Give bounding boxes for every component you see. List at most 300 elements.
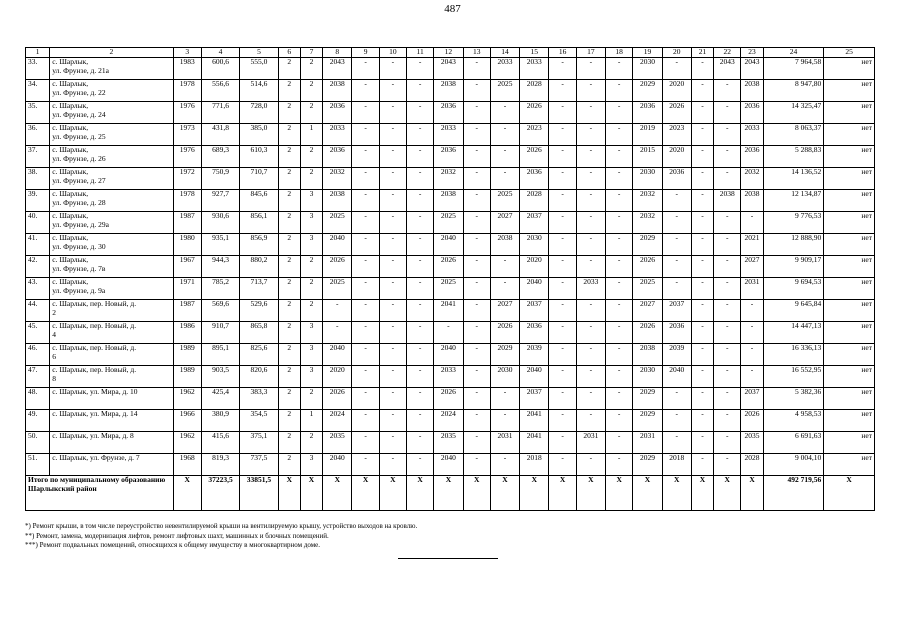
address-cell: с. Шарлык, пер. Новый, д. 2 <box>50 300 173 322</box>
table-cell: - <box>576 322 605 344</box>
table-cell: 2037 <box>520 212 549 234</box>
column-number: 15 <box>520 48 549 58</box>
table-cell: 2025 <box>434 212 463 234</box>
cost-cell: 5 288,83 <box>763 146 824 168</box>
cost-cell: 16 336,13 <box>763 344 824 366</box>
cost-cell: 14 447,13 <box>763 322 824 344</box>
column-number: 14 <box>490 48 519 58</box>
table-cell: 2038 <box>323 190 352 212</box>
table-cell: - <box>691 388 713 410</box>
table-cell: - <box>352 366 379 388</box>
table-cell: - <box>549 58 576 80</box>
table-cell: - <box>352 344 379 366</box>
table-cell: - <box>662 58 691 80</box>
cost-cell: 8 063,37 <box>763 124 824 146</box>
total-cell: X <box>824 476 875 511</box>
table-cell: - <box>691 410 713 432</box>
table-cell: 2 <box>300 102 322 124</box>
table-cell: - <box>714 344 741 366</box>
table-cell: 2037 <box>741 388 763 410</box>
table-cell: - <box>352 190 379 212</box>
total-cell: 37223,5 <box>201 476 239 511</box>
table-row <box>26 58 875 80</box>
table-row <box>26 212 875 234</box>
column-number: 19 <box>633 48 662 58</box>
table-cell: 2 <box>300 256 322 278</box>
table-cell: 2025 <box>490 80 519 102</box>
table-cell: 2027 <box>741 256 763 278</box>
address-cell: с. Шарлык, пер. Новый, д. 6 <box>50 344 173 366</box>
address-cell: с. Шарлык, ул. Фрунзе, д. 29а <box>50 212 173 234</box>
table-cell: 2 <box>278 190 300 212</box>
total-cell: X <box>490 476 519 511</box>
table-row <box>26 256 875 278</box>
table-cell: 2 <box>278 124 300 146</box>
table-cell: 514,6 <box>240 80 278 102</box>
table-cell: 1978 <box>173 80 201 102</box>
table-cell: - <box>606 454 633 476</box>
table-cell: - <box>406 124 433 146</box>
table-cell: 2036 <box>662 322 691 344</box>
table-cell: - <box>352 256 379 278</box>
table-cell: 2037 <box>520 300 549 322</box>
table-cell: 3 <box>300 234 322 256</box>
column-number: 7 <box>300 48 322 58</box>
table-cell: - <box>691 256 713 278</box>
table-cell: 2 <box>300 58 322 80</box>
address-cell: с. Шарлык, ул. Мира, д. 8 <box>50 432 173 454</box>
total-cell: X <box>633 476 662 511</box>
table-cell: - <box>691 146 713 168</box>
table-cell: - <box>714 432 741 454</box>
cost-cell: 5 382,36 <box>763 388 824 410</box>
table-cell: - <box>352 234 379 256</box>
table-cell: 1973 <box>173 124 201 146</box>
total-cell: X <box>406 476 433 511</box>
table-cell: 2 <box>300 278 322 300</box>
table-row <box>26 146 875 168</box>
table-cell: 2030 <box>520 234 549 256</box>
table-row <box>26 454 875 476</box>
flag-cell: нет <box>824 80 875 102</box>
total-label: Итого по муниципальному образованию Шарлыкский район <box>26 476 174 511</box>
table-cell: - <box>691 344 713 366</box>
table-cell: - <box>576 168 605 190</box>
table-cell: 728,0 <box>240 102 278 124</box>
row-number: 33. <box>26 58 50 80</box>
table-cell: 2 <box>278 256 300 278</box>
table-cell: - <box>606 410 633 432</box>
table-cell: - <box>463 102 490 124</box>
table-cell: - <box>741 366 763 388</box>
table-cell: - <box>662 388 691 410</box>
table-cell: 2024 <box>323 410 352 432</box>
table-cell: - <box>352 80 379 102</box>
table-cell: 910,7 <box>201 322 239 344</box>
total-row <box>26 476 875 511</box>
table-cell: - <box>606 234 633 256</box>
address-cell: с. Шарлык, ул. Фрунзе, д. 7в <box>50 256 173 278</box>
table-cell: 2 <box>278 432 300 454</box>
table-cell: - <box>714 454 741 476</box>
table-cell: - <box>379 300 406 322</box>
table-cell: - <box>549 190 576 212</box>
table-cell: 375,1 <box>240 432 278 454</box>
table-cell: - <box>463 388 490 410</box>
table-cell: 2026 <box>490 322 519 344</box>
table-cell: - <box>741 344 763 366</box>
table-cell: 1986 <box>173 322 201 344</box>
table-cell: 2 <box>278 80 300 102</box>
table-cell: - <box>576 256 605 278</box>
table-cell: - <box>576 212 605 234</box>
table-cell: 2020 <box>520 256 549 278</box>
flag-cell: нет <box>824 366 875 388</box>
row-number: 48. <box>26 388 50 410</box>
cost-cell: 9 004,10 <box>763 454 824 476</box>
address-cell: с. Шарлык, пер. Новый, д. 4 <box>50 322 173 344</box>
table-cell: 2040 <box>434 344 463 366</box>
table-cell: 2 <box>300 388 322 410</box>
table-cell: - <box>434 322 463 344</box>
table-cell: 3 <box>300 212 322 234</box>
column-number: 8 <box>323 48 352 58</box>
table-cell: 555,0 <box>240 58 278 80</box>
table-cell: 2036 <box>323 102 352 124</box>
table-row <box>26 168 875 190</box>
table-cell: - <box>606 278 633 300</box>
table-cell: - <box>549 102 576 124</box>
table-cell: 2036 <box>662 168 691 190</box>
column-number: 3 <box>173 48 201 58</box>
table-cell: 600,6 <box>201 58 239 80</box>
table-cell: - <box>379 410 406 432</box>
table-cell: 431,8 <box>201 124 239 146</box>
table-cell: 2036 <box>741 146 763 168</box>
table-cell: - <box>576 300 605 322</box>
table-cell: - <box>549 168 576 190</box>
row-number: 44. <box>26 300 50 322</box>
table-cell: 2 <box>278 234 300 256</box>
table-cell: 380,9 <box>201 410 239 432</box>
table-cell: - <box>352 322 379 344</box>
table-cell: 2024 <box>434 410 463 432</box>
table-cell: 785,2 <box>201 278 239 300</box>
table-cell: - <box>406 80 433 102</box>
address-cell: с. Шарлык, ул. Фрунзе, д. 9а <box>50 278 173 300</box>
table-row <box>26 410 875 432</box>
table-cell: - <box>379 454 406 476</box>
table-cell: - <box>606 102 633 124</box>
address-cell: с. Шарлык, ул. Фрунзе, д. 25 <box>50 124 173 146</box>
column-number: 23 <box>741 48 763 58</box>
table-cell: 2043 <box>434 58 463 80</box>
table-row <box>26 190 875 212</box>
table-cell: - <box>490 102 519 124</box>
table-cell: 2025 <box>490 190 519 212</box>
table-cell: 1987 <box>173 300 201 322</box>
repair-schedule-table <box>25 47 875 511</box>
table-cell: 2030 <box>633 58 662 80</box>
closing-rule <box>398 558 498 559</box>
table-cell: 2023 <box>662 124 691 146</box>
table-row <box>26 366 875 388</box>
table-cell: 2032 <box>434 168 463 190</box>
table-row <box>26 388 875 410</box>
table-cell: 2036 <box>520 322 549 344</box>
address-cell: с. Шарлык, ул. Фрунзе, д. 24 <box>50 102 173 124</box>
table-cell: - <box>406 300 433 322</box>
table-cell: - <box>323 300 352 322</box>
table-cell: 1966 <box>173 410 201 432</box>
table-cell: 2020 <box>662 146 691 168</box>
address-cell: с. Шарлык, ул. Фрунзе, д. 30 <box>50 234 173 256</box>
table-cell: - <box>352 432 379 454</box>
table-cell: - <box>463 146 490 168</box>
column-number: 12 <box>434 48 463 58</box>
table-cell: 1978 <box>173 190 201 212</box>
table-cell: 2018 <box>520 454 549 476</box>
table-cell: 2038 <box>434 190 463 212</box>
table-cell: 750,9 <box>201 168 239 190</box>
row-number: 43. <box>26 278 50 300</box>
row-number: 39. <box>26 190 50 212</box>
table-cell: 2029 <box>490 344 519 366</box>
table-cell: 2037 <box>662 300 691 322</box>
table-cell: 2036 <box>323 146 352 168</box>
table-cell: 771,6 <box>201 102 239 124</box>
table-cell: 2041 <box>434 300 463 322</box>
column-number: 13 <box>463 48 490 58</box>
table-cell: 880,2 <box>240 256 278 278</box>
table-cell: - <box>406 366 433 388</box>
flag-cell: нет <box>824 256 875 278</box>
table-cell: - <box>714 124 741 146</box>
table-cell: 2043 <box>323 58 352 80</box>
table-cell: 1989 <box>173 344 201 366</box>
table-cell: - <box>406 322 433 344</box>
table-cell: - <box>549 300 576 322</box>
table-cell: - <box>379 366 406 388</box>
table-cell: 2036 <box>434 102 463 124</box>
table-cell: 2029 <box>633 454 662 476</box>
column-number: 6 <box>278 48 300 58</box>
cost-cell: 9 645,84 <box>763 300 824 322</box>
row-number: 42. <box>26 256 50 278</box>
flag-cell: нет <box>824 124 875 146</box>
table-cell: - <box>490 168 519 190</box>
table-cell: 856,9 <box>240 234 278 256</box>
table-cell: 2027 <box>490 212 519 234</box>
table-cell: 2031 <box>633 432 662 454</box>
table-cell: - <box>463 212 490 234</box>
table-cell: 2029 <box>633 388 662 410</box>
total-cell: X <box>520 476 549 511</box>
table-cell: 2029 <box>633 234 662 256</box>
table-cell: - <box>379 322 406 344</box>
table-cell: 2 <box>278 454 300 476</box>
column-number: 25 <box>824 48 875 58</box>
total-cell: X <box>606 476 633 511</box>
table-cell: - <box>662 256 691 278</box>
table-cell: 2033 <box>741 124 763 146</box>
table-cell: - <box>714 410 741 432</box>
table-cell: 2041 <box>520 410 549 432</box>
table-cell: 2019 <box>633 124 662 146</box>
table-cell: - <box>352 454 379 476</box>
table-cell: - <box>576 146 605 168</box>
table-cell: 2030 <box>633 366 662 388</box>
table-cell: 2020 <box>323 366 352 388</box>
total-cell: X <box>323 476 352 511</box>
table-cell: - <box>549 322 576 344</box>
table-cell: - <box>576 58 605 80</box>
table-cell: 2033 <box>434 124 463 146</box>
column-number: 5 <box>240 48 278 58</box>
table-cell: 2026 <box>323 388 352 410</box>
flag-cell: нет <box>824 300 875 322</box>
table-cell: - <box>606 80 633 102</box>
table-cell: - <box>406 168 433 190</box>
table-cell: 354,5 <box>240 410 278 432</box>
table-cell: - <box>714 234 741 256</box>
table-cell: 2032 <box>633 212 662 234</box>
table-cell: - <box>691 80 713 102</box>
table-cell: - <box>576 410 605 432</box>
flag-cell: нет <box>824 388 875 410</box>
table-cell: 2026 <box>741 410 763 432</box>
table-cell: 1983 <box>173 58 201 80</box>
table-cell: 2 <box>278 212 300 234</box>
table-cell: - <box>549 124 576 146</box>
table-cell: 713,7 <box>240 278 278 300</box>
cost-cell: 12 888,90 <box>763 234 824 256</box>
table-cell: 820,6 <box>240 366 278 388</box>
table-cell: 2036 <box>741 102 763 124</box>
table-cell: 2032 <box>633 190 662 212</box>
table-cell: - <box>463 58 490 80</box>
table-cell: 2029 <box>633 410 662 432</box>
table-cell: 1967 <box>173 256 201 278</box>
table-cell: - <box>463 168 490 190</box>
table-cell: - <box>606 366 633 388</box>
table-cell: 2 <box>300 146 322 168</box>
table-cell: - <box>379 58 406 80</box>
cost-cell: 7 964,58 <box>763 58 824 80</box>
table-cell: 1987 <box>173 212 201 234</box>
table-cell: - <box>714 102 741 124</box>
row-number: 35. <box>26 102 50 124</box>
table-cell: - <box>549 344 576 366</box>
table-cell: 2015 <box>633 146 662 168</box>
table-cell: - <box>379 278 406 300</box>
table-cell: - <box>406 256 433 278</box>
table-cell: - <box>714 80 741 102</box>
footnote-roof: *) Ремонт крыши, в том числе переустройство невентилируемой крыши на вентилируемую крышу, устройство выходов на кровлю. <box>25 522 418 530</box>
column-number: 11 <box>406 48 433 58</box>
table-cell: - <box>379 102 406 124</box>
table-cell: 2035 <box>323 432 352 454</box>
table-cell: - <box>606 300 633 322</box>
table-cell: - <box>463 432 490 454</box>
table-cell: 2040 <box>434 234 463 256</box>
table-cell: 2038 <box>714 190 741 212</box>
table-cell: 415,6 <box>201 432 239 454</box>
table-cell: - <box>490 388 519 410</box>
table-cell: 2 <box>300 168 322 190</box>
table-cell: - <box>352 146 379 168</box>
table-cell: - <box>490 410 519 432</box>
table-cell: - <box>463 366 490 388</box>
table-cell: - <box>606 344 633 366</box>
table-row <box>26 278 875 300</box>
table-cell: - <box>406 278 433 300</box>
table-row <box>26 102 875 124</box>
table-cell: 710,7 <box>240 168 278 190</box>
table-cell: 610,3 <box>240 146 278 168</box>
table-cell: 1980 <box>173 234 201 256</box>
table-cell: - <box>490 124 519 146</box>
table-cell: - <box>379 146 406 168</box>
table-cell: - <box>691 432 713 454</box>
table-cell: 2040 <box>520 278 549 300</box>
table-cell: - <box>691 58 713 80</box>
table-cell: - <box>549 80 576 102</box>
table-cell: 2 <box>278 300 300 322</box>
column-number: 24 <box>763 48 824 58</box>
cost-cell: 8 947,80 <box>763 80 824 102</box>
table-cell: 2026 <box>323 256 352 278</box>
table-cell: - <box>379 256 406 278</box>
table-cell: - <box>406 212 433 234</box>
table-cell: - <box>714 388 741 410</box>
table-cell: 2033 <box>576 278 605 300</box>
table-cell: 2041 <box>520 432 549 454</box>
table-cell: - <box>352 124 379 146</box>
table-cell: - <box>691 168 713 190</box>
flag-cell: нет <box>824 454 875 476</box>
table-cell: 2031 <box>576 432 605 454</box>
table-cell: 2027 <box>490 300 519 322</box>
table-cell: - <box>549 454 576 476</box>
column-number: 9 <box>352 48 379 58</box>
total-cell: X <box>714 476 741 511</box>
table-cell: - <box>463 454 490 476</box>
table-cell: 2025 <box>323 212 352 234</box>
table-cell: 2039 <box>662 344 691 366</box>
table-cell: - <box>606 58 633 80</box>
flag-cell: нет <box>824 344 875 366</box>
table-cell: - <box>352 102 379 124</box>
column-number: 2 <box>50 48 173 58</box>
table-cell: 2025 <box>633 278 662 300</box>
table-cell: 2038 <box>490 234 519 256</box>
column-number: 22 <box>714 48 741 58</box>
table-cell: - <box>463 256 490 278</box>
table-cell: - <box>549 256 576 278</box>
table-cell: 2021 <box>741 234 763 256</box>
total-cell: X <box>173 476 201 511</box>
table-cell: 2033 <box>490 58 519 80</box>
table-cell: - <box>714 300 741 322</box>
column-number: 16 <box>549 48 576 58</box>
address-cell: с. Шарлык, ул. Фрунзе, д. 22 <box>50 80 173 102</box>
row-number: 46. <box>26 344 50 366</box>
table-cell: 2033 <box>434 366 463 388</box>
address-cell: с. Шарлык, ул. Фрунзе, д. 7 <box>50 454 173 476</box>
table-cell: - <box>606 124 633 146</box>
flag-cell: нет <box>824 234 875 256</box>
